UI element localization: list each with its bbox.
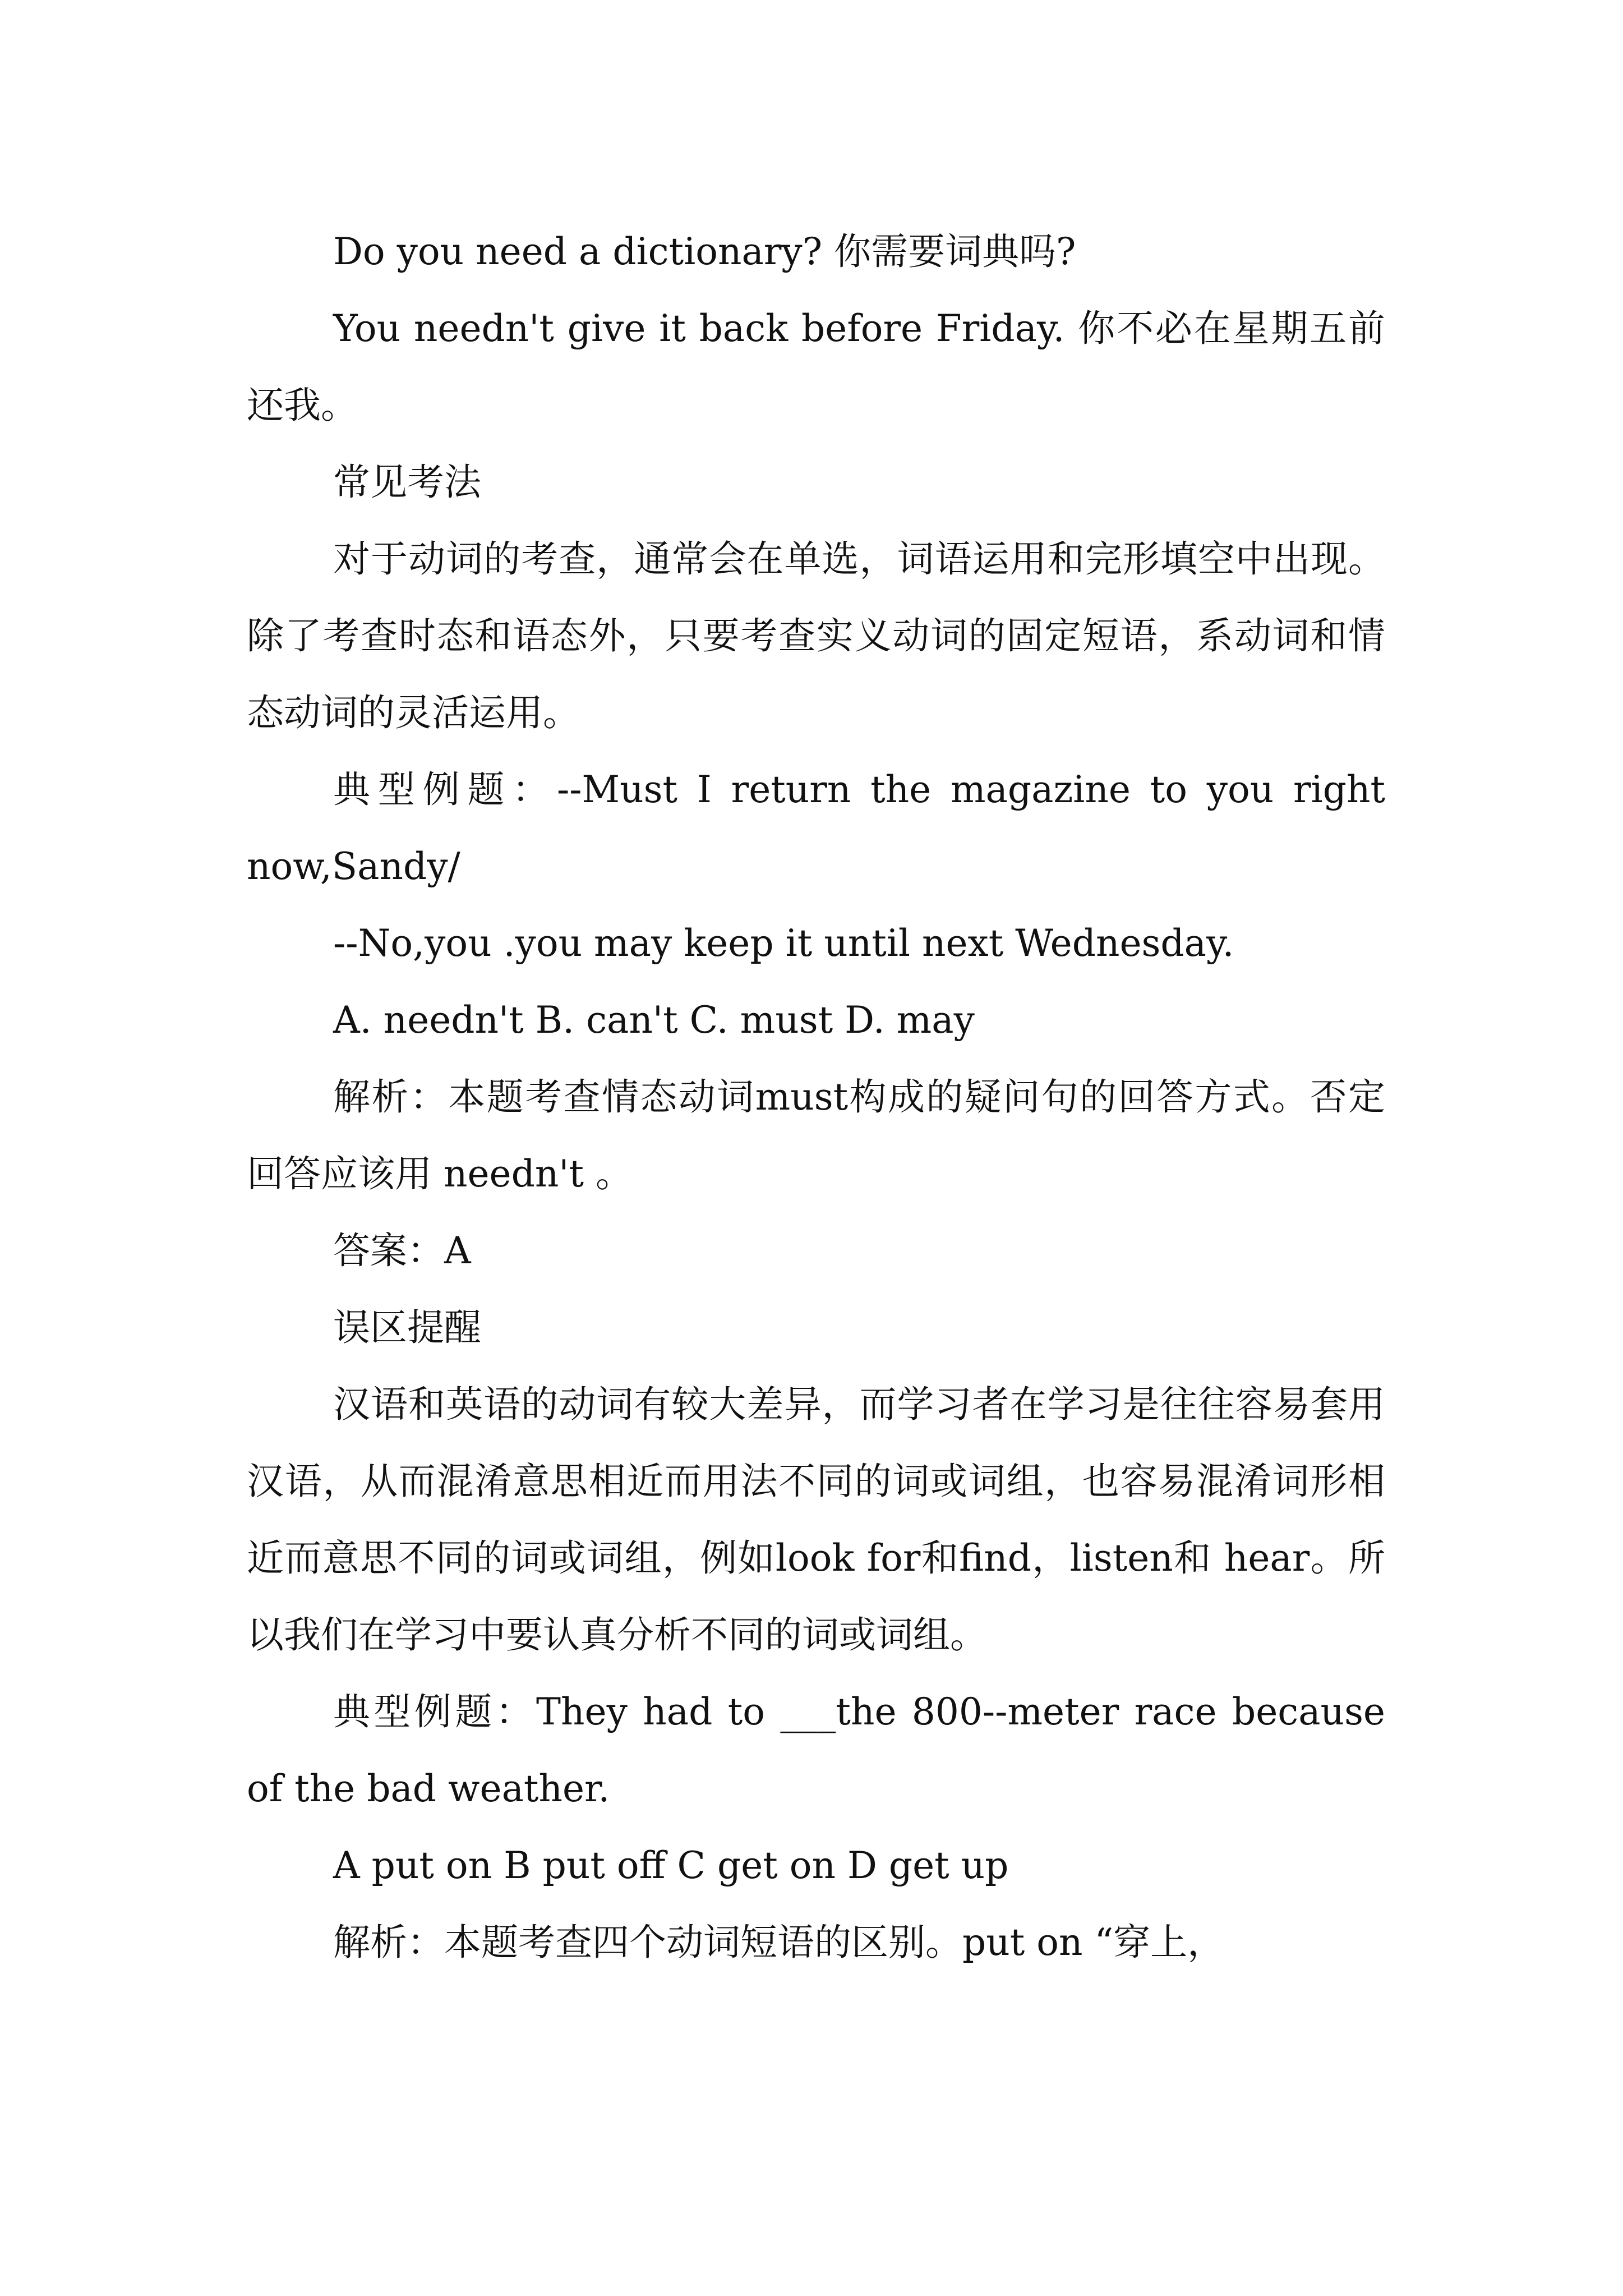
paragraph-dictionary-question: Do you need a dictionary? 你需要词典吗? [333, 230, 1076, 273]
analysis-2: 解析：本题考查四个动词短语的区别。put on “穿上， [333, 1921, 1225, 1964]
document-page [247, 213, 1385, 1981]
example-answer-line-1: --No,you .you may keep it until next Wednesday. [333, 922, 1234, 965]
heading-error-reminder: 误区提醒 [333, 1306, 481, 1349]
analysis-1: 解析：本题考查情态动词must构成的疑问句的回答方式。否定回答应该用 needn't 。 [247, 1075, 1385, 1195]
paragraph-friday-sentence: You needn't give it back before Friday. 你不必在星期五前还我。 [247, 307, 1385, 427]
example-options-2: A put on B put off C get on D get up [333, 1844, 1009, 1887]
answer-1: 答案：A [333, 1229, 471, 1272]
example-question-1: 典型例题：--Must I return the magazine to you right now,Sandy/ [247, 768, 1385, 888]
paragraph-verb-differences: 汉语和英语的动词有较大差异，而学习者在学习是往往容易套用汉语，从而混淆意思相近而用法不同的词或词组，也容易混淆词形相近而意思不同的词或词组，例如look for和find，listen和 hear。所以我们在学习中要认真分析不同的词或词组。 [247, 1383, 1385, 1657]
paragraph-verb-testing: 对于动词的考查，通常会在单选，词语运用和完形填空中出现。除了考查时态和语态外，只要考查实义动词的固定短语，系动词和情态动词的灵活运用。 [247, 537, 1385, 734]
example-options-1: A. needn't B. can't C. must D. may [333, 999, 975, 1042]
heading-common-test-methods: 常见考法 [333, 461, 481, 504]
example-question-2: 典型例题：They had to ___the 800--meter race because of the bad weather. [247, 1690, 1385, 1810]
